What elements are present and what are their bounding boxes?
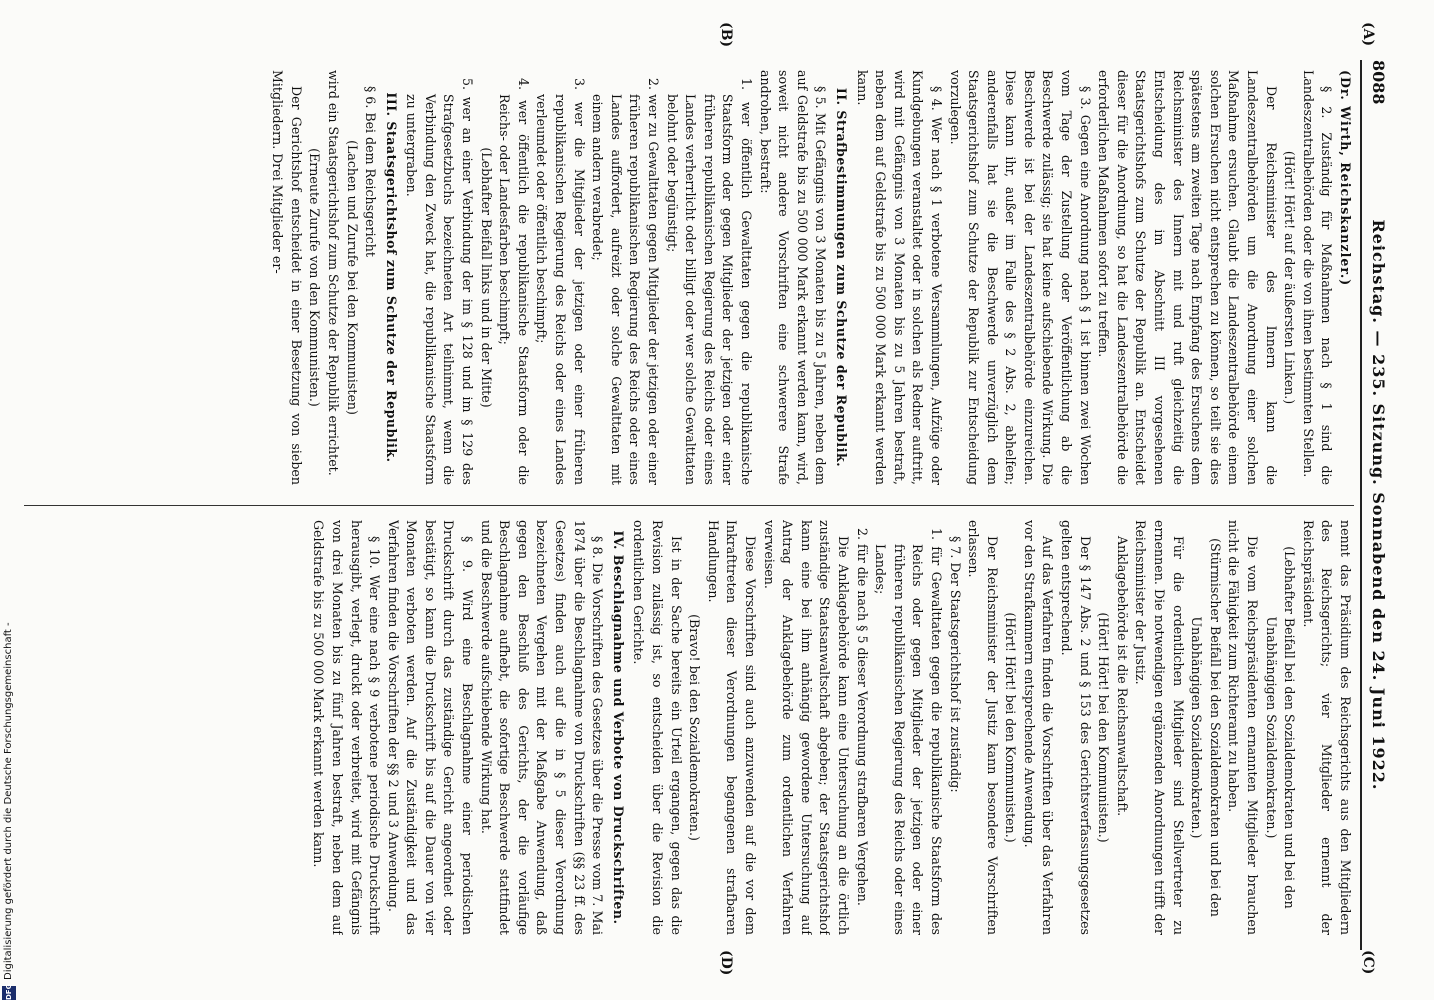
interjection: (Lachen und Zurufe bei den Kommunisten) [344, 140, 360, 415]
paragraph: § 8. Die Vorschriften des Gesetzes über die Presse vom 7. Mai 1874 über die Beschlagnahme von Druckschriften (§§ 23 ff. des Gesetzes) finden auch auf die in § 5 dieser Verordnung bezeichneten Vergehen mit der Maßgabe Anwendung, daß gegen den Beschluß des Gerichts, der die vorläufige Beschlagnahme aufhebt, die sofortige Beschwerde stattfindet und die Beschwerde aufschiebende Wirkung hat. [478, 520, 606, 935]
margin-mark-d: (D) [718, 950, 734, 976]
paragraph: Ist in der Sache bereits ein Urteil ergangen, gegen das die Revision zulässig ist, so entscheiden über die Revision die ordentlichen Gerichte. [631, 520, 684, 935]
section-heading: III. Staatsgerichtshof zum Schutze der Republik. [383, 92, 399, 463]
paragraph: nennt das Präsidium des Reichsgerichts aus den Mitgliedern des Reichsgerichts; vier Mitglieder ernennt der Reichspräsident. [1300, 520, 1353, 935]
paragraph: Für die ordentlichen Mitglieder sind Stellvertreter zu ernennen. Die notwendigen ergänzenden Anordnungen trifft der Reichsminister der Justiz. [1133, 520, 1186, 935]
paragraph: § 4. Wer nach § 1 verbotene Versammlungen, Aufzüge oder Kundgebungen veranstaltet oder in solchen als Redner auftritt, wird mit Gefängnis von 3 Monaten bis zu 5 Jahren bestraft, neben dem auf Geldstrafe bis zu 500 000 Mark erkannt werden kann. [854, 70, 944, 485]
interjection: (Stürmischer Beifall bei den Sozialdemokraten und bei den Unabhängigen Sozialdemokraten.) [1189, 538, 1223, 917]
speaker-label: (Dr. Wirth, Reichskanzler.) [1338, 70, 1353, 287]
interjection: (Lebhafter Beifall links und in der Mitte) [478, 147, 494, 408]
page-header [1362, 60, 1388, 950]
paragraph: wird ein Staatsgerichtshof zum Schutze der Republik errichtet. [325, 70, 341, 476]
footer-text: Digitalisierung gefördert durch die Deutsche Forschungsgemeinschaft - [3, 622, 14, 980]
footer [0, 0, 20, 1000]
paragraph: § 5. Mit Gefängnis von 3 Monaten bis zu 5 Jahren, neben dem auf Geldstrafe bis zu 500 000 Mark erkannt werden kann, wird, soweit nicht andere Vorschriften eine schwerere Strafe androhen, bestraft: [757, 70, 829, 485]
paragraph: § 10. Wer eine nach § 9 verbotene periodische Druckschrift herausgibt, verlegt, druckt oder verbreitet, wird mit Gefängnis von drei Monaten bis zu fünf Jahren bestraft, neben dem auf Geldstrafe bis zu 500 000 Mark erkannt werden kann. [311, 520, 383, 935]
paragraph: Der Reichsminister der Justiz kann besondere Vorschriften erlassen. [966, 520, 1000, 935]
paragraph: Auf das Verfahren finden die Vorschriften über das Verfahren vor den Strafkammern entsprechende Anwendung. [1021, 520, 1056, 935]
paragraph: § 6. Bei dem Reichsgericht [363, 86, 379, 257]
list-item: 5. wer an einer Verbindung der im § 128 und im § 129 des Strafgesetzbuchs bezeichneten Art teilnimmt, wenn die Verbindung den Zweck hat, die republikanische Staatsform zu untergraben. [404, 78, 476, 485]
paragraph: § 3. Gegen eine Anordnung nach § 1 ist binnen zwei Wochen vom Tage der Zustellung oder Veröffentlichung ab die Beschwerde zulässig; sie hat keine aufschiebende Wirkung. Die Beschwerde ist bei der Landeszentralbehörde einzureichen. Diese kann ihr, außer im Falle des § 2 Abs. 2, abhelfen; anderenfalls hat sie die Beschwerde unverzüglich dem Staatsgerichtshof zum Schutze der Republik zur Entscheidung vorzulegen. [947, 70, 1093, 485]
dfg-logo-icon: DFG [2, 986, 16, 1000]
paragraph: Die vom Reichspräsidenten ernannten Mitglieder brauchen nicht die Fähigkeit zum Richteramt zu haben. [1226, 520, 1261, 935]
interjection: (Bravo! bei den Sozialdemokraten.) [687, 614, 703, 841]
margin-mark-b: (B) [718, 22, 734, 48]
interjection: (Erneute Zurufe von den Kommunisten.) [307, 148, 323, 407]
left-column [24, 70, 1354, 485]
margin-mark-c: (C) [1360, 950, 1376, 975]
column-divider [24, 505, 1354, 506]
interjection: (Hört! Hört! auf der äußersten Linken.) [1282, 150, 1298, 405]
list-item: 2. wer zu Gewalttaten gegen Mitglieder der jetzigen oder einer früheren republikanischen Regierung des Reichs oder eines Landes auffordert, aufreizt oder solche Gewalttaten mit einem andern verabredet; [590, 78, 662, 485]
list-item: 1. für Gewalttaten gegen die republikanische Staatsform des Reichs oder gegen Mitglieder der jetzigen oder einer früheren republikanischen Regierung des Reichs oder eines Landes; [873, 528, 944, 935]
paragraph: Die Anklagebehörde kann eine Untersuchung an die örtlich zuständige Staatsanwaltschaft abgeben; der Staatsgerichtshof kann eine bei ihm anhängig gewordene Untersuchung auf Antrag der Anklagebehörde zum ordentlichen Verfahren verweisen. [761, 520, 851, 935]
list-item: 2. für die nach § 5 dieser Verordnung strafbaren Vergehen. [854, 528, 870, 906]
interjection: (Lebhafter Beifall bei den Sozialdemokraten und bei den Unabhängigen Sozialdemokraten.) [1263, 546, 1298, 909]
paragraph: Der Reichsminister des Innern kann die Landeszentralbehörden um die Anordnung einer solchen Maßnahme ersuchen. Glaubt die Landeszentralbehörde einem solchen Ersuchen nicht entsprechen zu können, so teilt sie dies spätestens am zweiten Tage nach Empfang des Ersuchens dem Reichsminister des Innern mit und ruft gleichzeitig die Entscheidung des im Abschnitt III vorgesehenen Staatsgerichtshofs zum Schutze der Republik an. Entscheidet dieser für die Anordnung, so hat die Landeszentralbehörde die erforderlichen Maßnahmen sofort zu treffen. [1096, 70, 1279, 485]
paragraph: Anklagebehörde ist die Reichsanwaltschaft. [1114, 536, 1130, 817]
header-rule [1360, 60, 1362, 950]
list-item: 1. wer öffentlich Gewalttaten gegen die republikanische Staatsform oder gegen Mitglieder der jetzigen oder einer früheren republikanischen Regierung des Reichs oder eines Landes verherrlicht oder billigt oder wer solche Gewalttaten belohnt oder begünstigt; [664, 78, 754, 485]
paragraph: Diese Vorschriften sind auch anzuwenden auf die vor dem Inkrafttreten dieser Verordnungen begangenen strafbaren Handlungen. [705, 520, 758, 935]
list-item: 4. wer öffentlich die republikanische Staatsform oder die Reichs- oder Landesfarben beschimpft; [497, 78, 531, 485]
page-number: 8088 [1369, 60, 1388, 105]
list-item: 3. wer die Mitglieder der jetzigen oder einer früheren republikanischen Regierung des Reichs oder eines Landes verleumdet oder öffentlich beschimpft; [534, 78, 587, 485]
paragraph: Der Gerichtshof entscheidet in einer Besetzung von sieben Mitgliedern. Drei Mitglieder er- [270, 70, 304, 485]
interjection: (Hört! Hört! bei den Kommunisten.) [1096, 612, 1112, 843]
page-title: Reichstag. — 235. Sitzung. Sonnabend den 24. Juni 1922. [1369, 219, 1388, 791]
section-heading: IV. Beschlagnahme und Verbote von Druckschriften. [610, 530, 626, 925]
interjection: (Hört! Hört! bei den Kommunisten.) [1003, 612, 1019, 843]
right-column [24, 520, 1354, 935]
paragraph: Der § 147 Abs. 2 und § 153 des Gerichtsverfassungsgesetzes gelten entsprechend. [1059, 520, 1093, 935]
section-heading: II. Strafbestimmungen zum Schutze der Republik. [833, 87, 849, 468]
paragraph: § 2. Zuständig für Maßnahmen nach § 1 sind die Landeszentralbehörden oder die von ihnen bestimmten Stellen. [1300, 70, 1335, 485]
margin-mark-a: (A) [1360, 22, 1376, 47]
paragraph: § 9. Wird eine Beschlagnahme einer periodischen Druckschrift durch das zuständige Gericht angeordnet oder bestätigt, so kann die Druckschrift bis auf die Dauer von vier Monaten verboten werden. Auf die Zuständigkeit und das Verfahren finden die Vorschriften der §§ 2 und 3 Anwendung. [385, 520, 476, 935]
paragraph: § 7. Der Staatsgerichtshof ist zuständig: [947, 536, 963, 793]
